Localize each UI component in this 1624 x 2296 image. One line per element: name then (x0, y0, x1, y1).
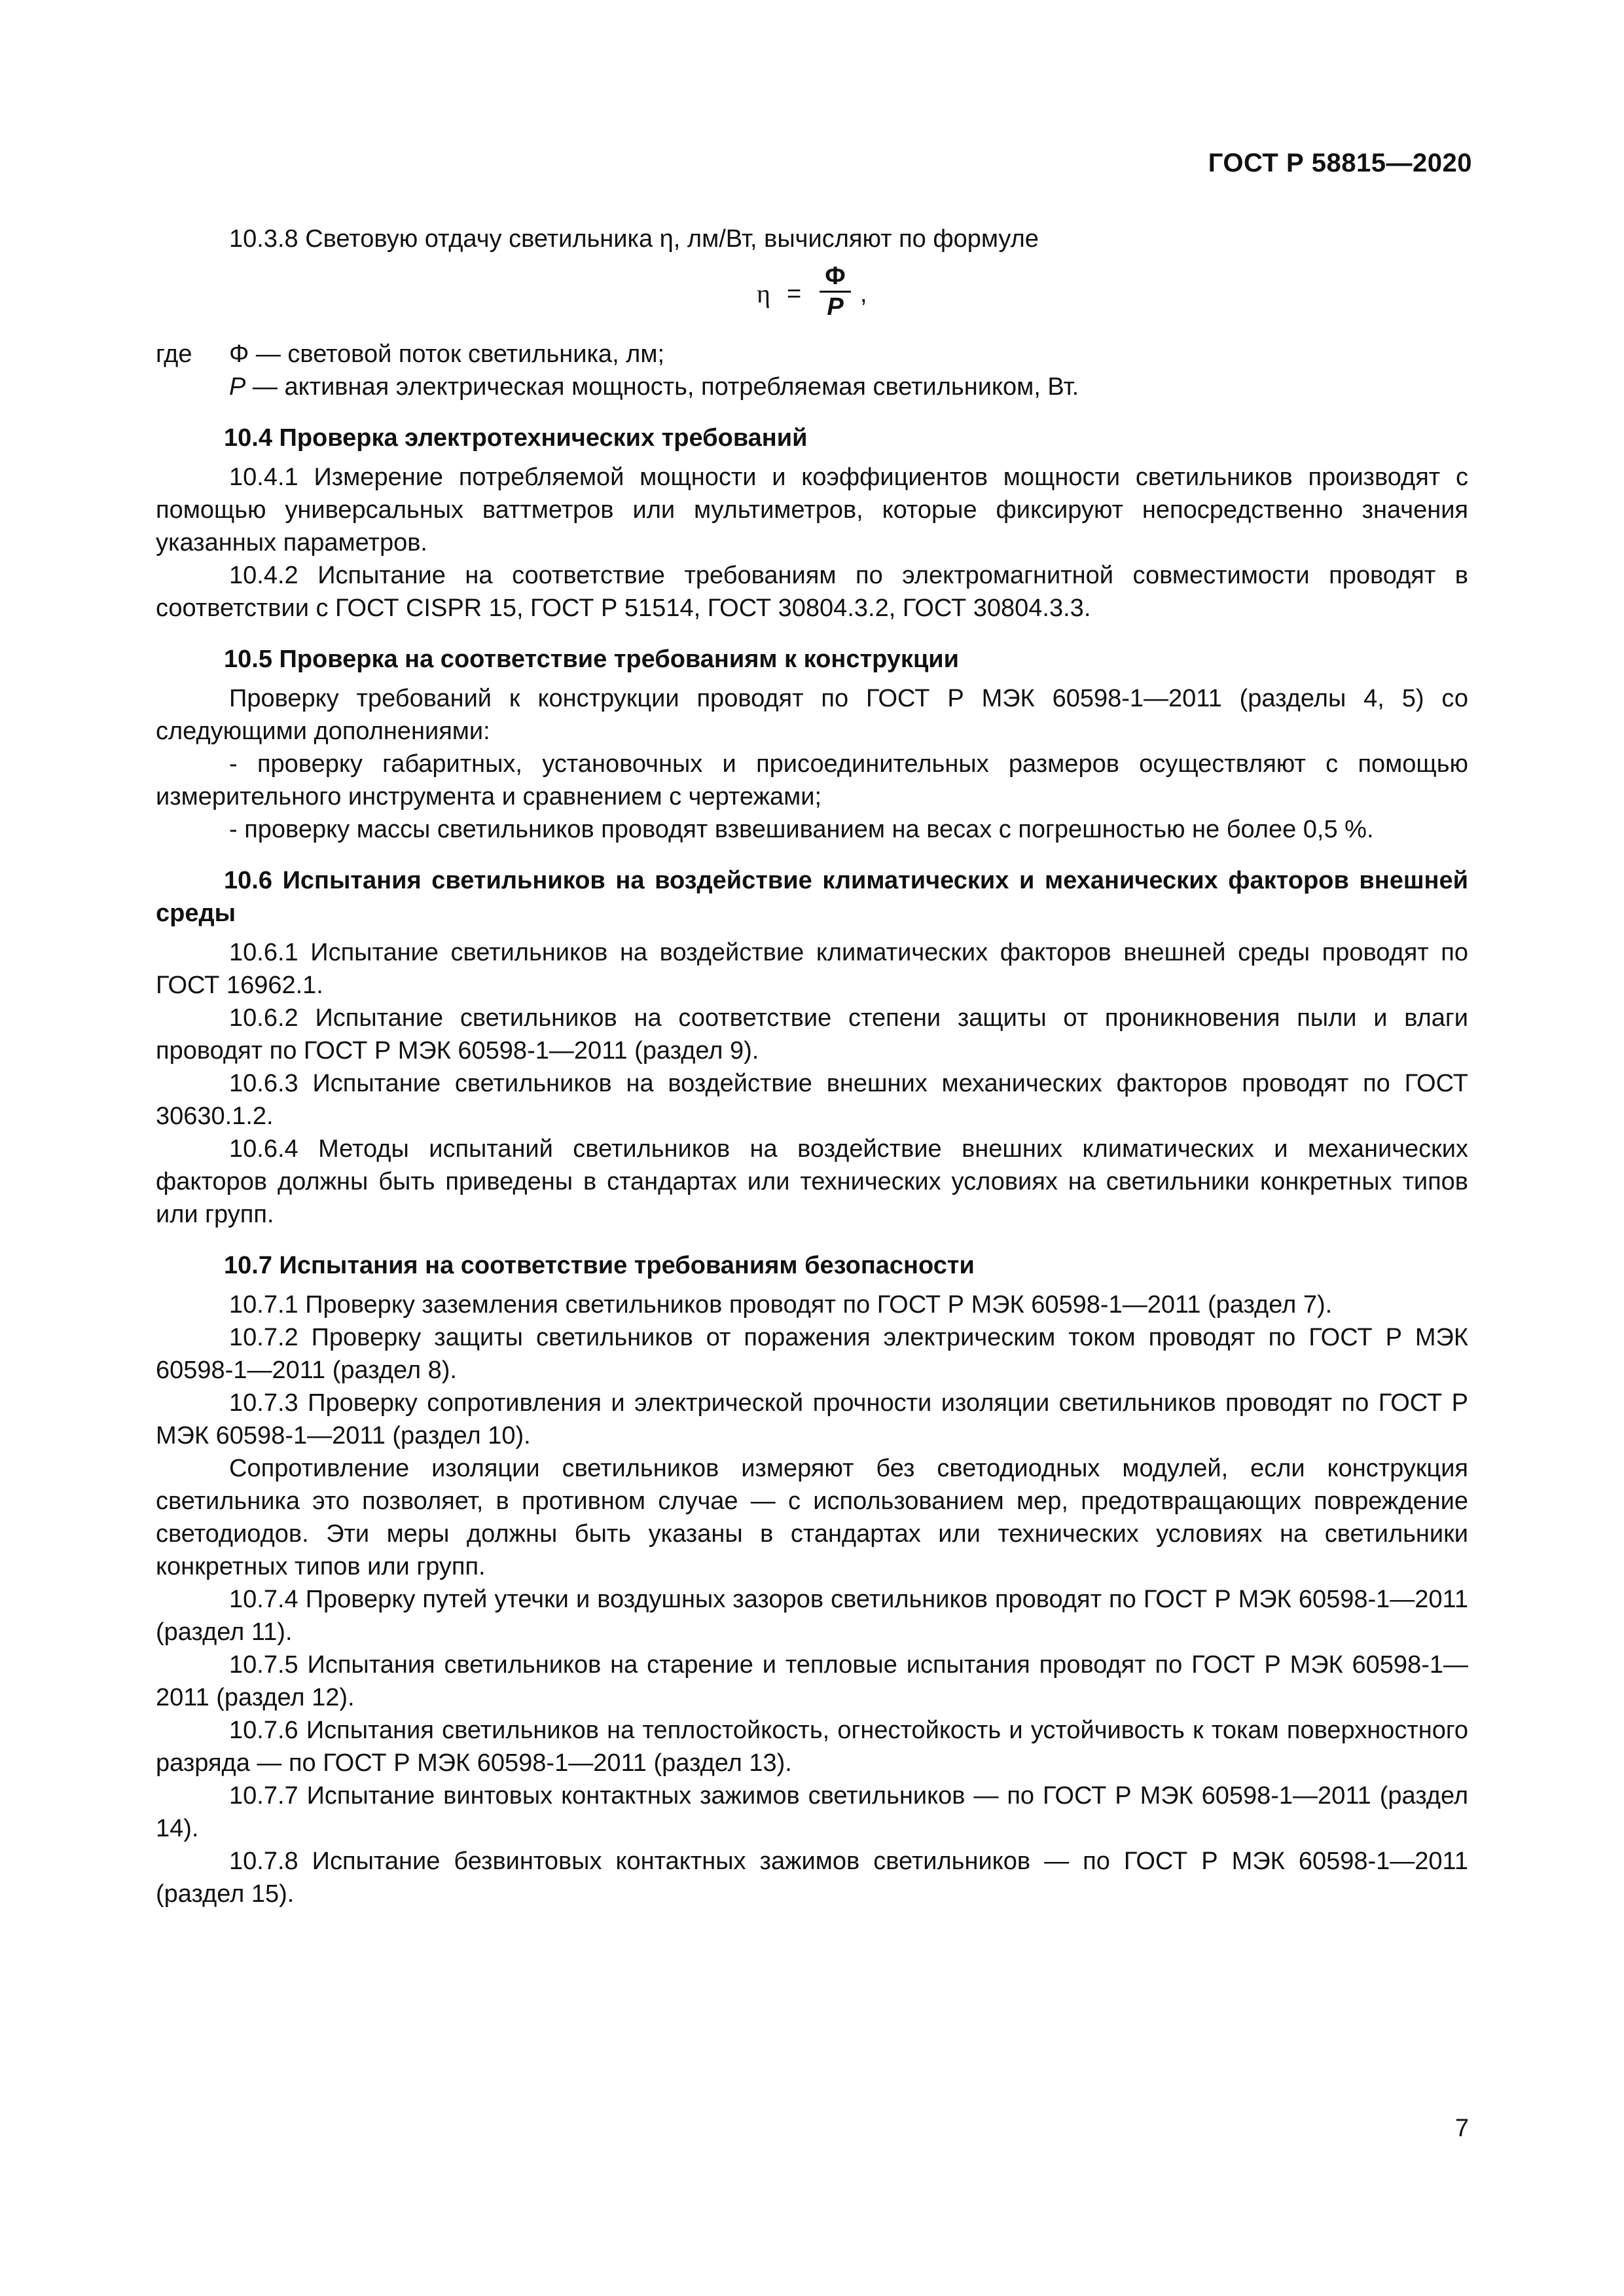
paragraph-10-4-1: 10.4.1 Измерение потребляемой мощности и коэффициентов мощности светильников производят с помощью универсальных ваттметров или мультиметров, которые фиксируют непосредственно значения указанных параметров. (156, 464, 1468, 556)
paragraph-10-3-8: 10.3.8 Световую отдачу светильника η, лм/Вт, вычисляют по формуле (229, 225, 1039, 253)
paragraph-10-7-2: 10.7.2 Проверку защиты светильников от поражения электрическим током проводят по ГОСТ Р МЭК 60598-1—2011 (раздел 8). (156, 1324, 1468, 1384)
paragraph-10-4-2: 10.4.2 Испытание на соответствие требованиям по электромагнитной совместимости проводят в соответствии с ГОСТ CISPR 15, ГОСТ Р 51514, ГОСТ 30804.3.2, ГОСТ 30804.3.3. (156, 562, 1468, 622)
paragraph-10-7-1: 10.7.1 Проверку заземления светильников проводят по ГОСТ Р МЭК 60598-1—2011 (раздел 7). (229, 1291, 1333, 1319)
page-header-standard: ГОСТ Р 58815—2020 (1208, 149, 1472, 177)
paragraph-10-6-2: 10.6.2 Испытание светильников на соответствие степени защиты от проникновения пыли и влаги проводят по ГОСТ Р МЭК 60598-1—2011 (раздел 9). (156, 1004, 1468, 1065)
paragraph-10-7-3-note: Сопротивление изоляции светильников измеряют без светодиодных модулей, если конструкция светильника это позволяет, в противном случае — с использованием мер, предотвращающих повреждение светодиодов. Эти меры должны быть указаны в стандартах или технических условиях на светильники конкретных типов или групп. (156, 1455, 1468, 1580)
list-item-dimensions: - проверку габаритных, установочных и присоединительных размеров осуществляют с помощью измерительного инструмента и сравнением с чертежами; (156, 750, 1468, 811)
paragraph-10-7-3: 10.7.3 Проверку сопротивления и электрической прочности изоляции светильников проводят по ГОСТ Р МЭК 60598-1—2011 (раздел 10). (156, 1389, 1468, 1449)
where-line-flux: Φ — световой поток светильника, лм; (229, 340, 665, 368)
paragraph-10-6-4: 10.6.4 Методы испытаний светильников на воздействие внешних климатических и механических факторов должны быть приведены в стандартах или технических условиях на светильники конкретных типов или групп. (156, 1135, 1468, 1228)
paragraph-10-7-7: 10.7.7 Испытание винтовых контактных зажимов светильников — по ГОСТ Р МЭК 60598-1—2011 (раздел 14). (156, 1782, 1468, 1842)
heading-10-6: 10.6 Испытания светильников на воздействие климатических и механических факторов внешней среды (156, 867, 1468, 927)
where-line-power (156, 371, 1468, 403)
heading-10-7: 10.7 Испытания на соответствие требованиям безопасности (224, 1252, 975, 1279)
paragraph-10-5: Проверку требований к конструкции проводят по ГОСТ Р МЭК 60598-1—2011 (разделы 4, 5) со следующими дополнениями: (156, 685, 1468, 745)
where-label: где (156, 340, 192, 368)
formula-denominator: P (827, 293, 844, 321)
paragraph-10-7-6: 10.7.6 Испытания светильников на теплостойкость, огнестойкость и устойчивость к токам поверхностного разряда — по ГОСТ Р МЭК 60598-1—2011 (раздел 13). (156, 1717, 1468, 1777)
formula-trail: , (860, 280, 867, 308)
power-symbol: P (229, 373, 246, 401)
formula-lhs: η (757, 279, 770, 308)
paragraph-10-6-3: 10.6.3 Испытание светильников на воздействие внешних механических факторов проводят по ГОСТ 30630.1.2. (156, 1070, 1468, 1130)
formula-luminous-efficacy (156, 259, 1468, 331)
document-body (156, 223, 1468, 1910)
heading-10-5: 10.5 Проверка на соответствие требованиям к конструкции (224, 646, 960, 673)
page-number: 7 (1454, 2115, 1469, 2142)
where-block (156, 338, 1468, 371)
paragraph-10-7-4: 10.7.4 Проверку путей утечки и воздушных зазоров светильников проводят по ГОСТ Р МЭК 60598-1—2011 (раздел 11). (156, 1586, 1468, 1646)
paragraph-10-7-8: 10.7.8 Испытание безвинтовых контактных зажимов светильников — по ГОСТ Р МЭК 60598-1—2011 (раздел 15). (156, 1848, 1468, 1908)
paragraph-10-6-1: 10.6.1 Испытание светильников на воздействие климатических факторов внешней среды проводят по ГОСТ 16962.1. (156, 939, 1468, 999)
power-description: — активная электрическая мощность, потребляемая светильником, Вт. (245, 373, 1079, 401)
paragraph-10-7-5: 10.7.5 Испытания светильников на старение и тепловые испытания проводят по ГОСТ Р МЭК 60598-1—2011 (раздел 12). (156, 1651, 1468, 1711)
formula-numerator: Φ (825, 263, 846, 290)
formula-fraction (818, 262, 852, 321)
heading-10-4: 10.4 Проверка электротехнических требований (224, 424, 808, 452)
list-item-mass: - проверку массы светильников проводят взвешиванием на весах с погрешностью не более 0,5 %. (229, 816, 1374, 843)
formula-equals: = (787, 280, 802, 308)
